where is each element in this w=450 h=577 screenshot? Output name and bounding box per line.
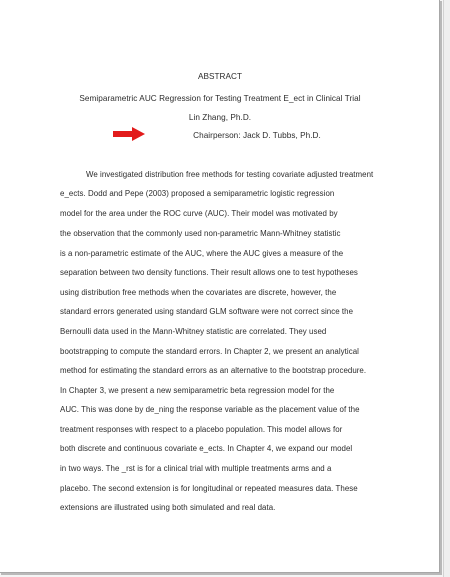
body-line-12: In Chapter 3, we present a new semiparametric beta regression model for the: [60, 386, 335, 395]
body-line-15: both discrete and continuous covariate e_ects. In Chapter 4, we expand our model: [60, 444, 353, 453]
body-line-8: standard errors generated using standard GLM software were not correct since the: [60, 307, 354, 316]
body-line-14: treatment responses with respect to a placebo population. This model allows for: [60, 425, 343, 434]
body-line-6: separation between two density functions. Their result allows one to test hypotheses: [60, 268, 358, 277]
chairperson-line: Chairperson: Jack D. Tubbs, Ph.D.: [193, 131, 321, 140]
body-line-4: the observation that the commonly used non-parametric Mann-Whitney statistic: [60, 229, 341, 238]
body-line-7: using distribution free methods when the covariates are discrete, however, the: [60, 288, 337, 297]
body-line-16: in two ways. The _rst is for a clinical trial with multiple treatments arms and a: [60, 464, 332, 473]
body-line-13: AUC. This was done by de_ning the response variable as the placement value of the: [60, 405, 360, 414]
body-line-18: extensions are illustrated using both simulated and real data.: [60, 503, 276, 512]
dissertation-title: Semiparametric AUC Regression for Testing Treatment E_ect in Clinical Trial: [79, 94, 361, 103]
body-line-10: bootstrapping to compute the standard errors. In Chapter 2, we present an analytical: [60, 347, 359, 356]
body-line-9: Bernoulli data used in the Mann-Whitney statistic are correlated. They used: [60, 327, 327, 336]
body-line-1: We investigated distribution free methods for testing covariate adjusted treatment: [86, 170, 374, 179]
vertical-scrollbar[interactable]: [443, 0, 450, 577]
author-name: Lin Zhang, Ph.D.: [188, 113, 252, 122]
body-line-17: placebo. The second extension is for longitudinal or repeated measures data. These: [60, 484, 358, 493]
abstract-heading: ABSTRACT: [197, 72, 243, 81]
body-line-5: is a non-parametric estimate of the AUC, where the AUC gives a measure of the: [60, 249, 344, 258]
body-line-11: method for estimating the standard errors as an alternative to the bootstrap procedure.: [60, 366, 367, 375]
body-line-2: e_ects. Dodd and Pepe (2003) proposed a semiparametric logistic regression: [60, 189, 335, 198]
body-line-3: model for the area under the ROC curve (AUC). Their model was motivated by: [60, 209, 338, 218]
